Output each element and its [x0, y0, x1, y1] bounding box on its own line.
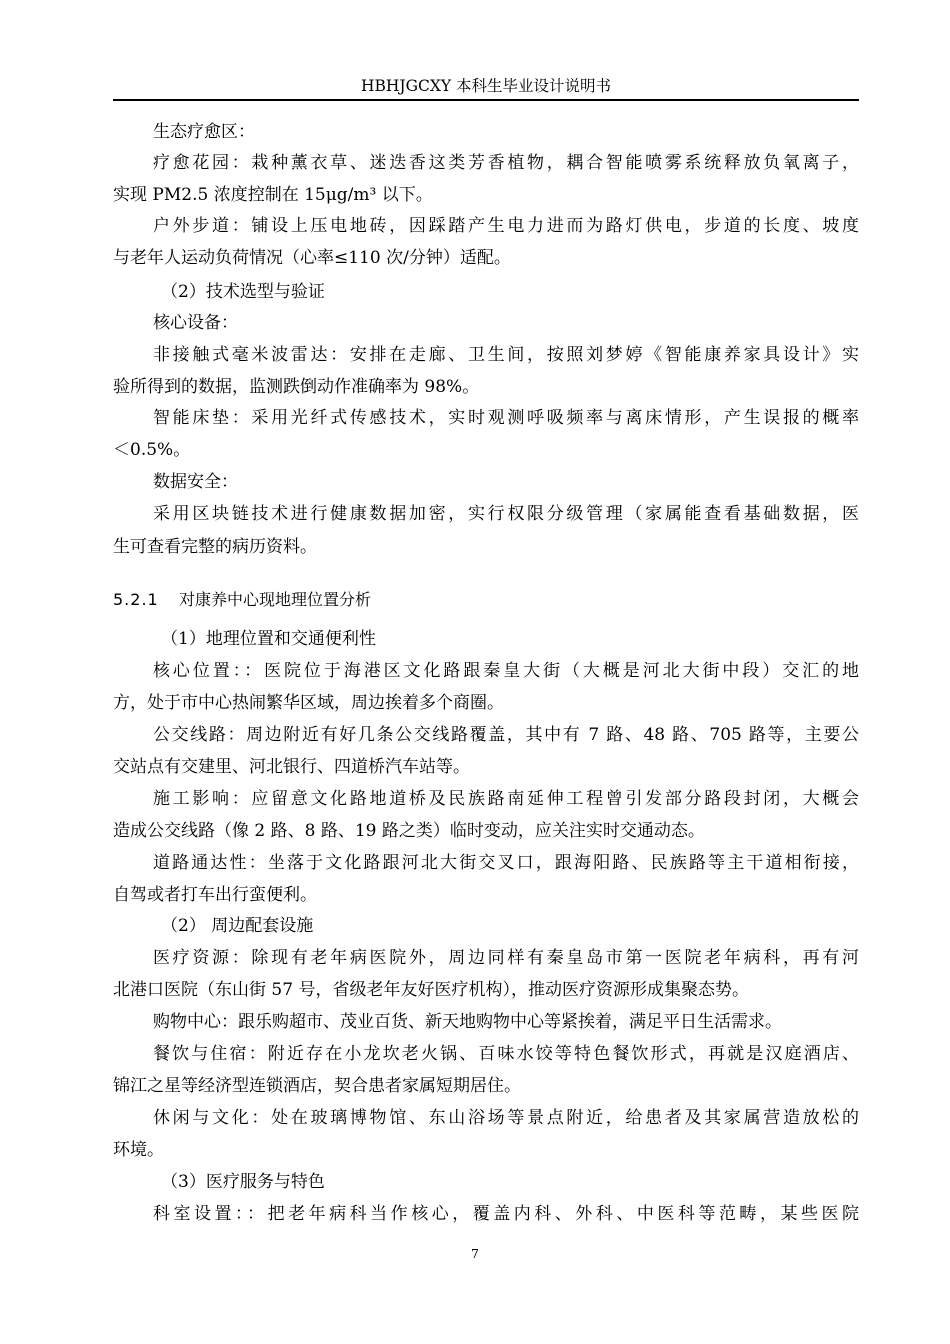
paragraph-line: 户外步道：铺设上压电地砖，因踩踏产生电力进而为路灯供电，步道的长度、坡度	[153, 216, 859, 236]
paragraph-line: 非接触式毫米波雷达：安排在走廊、卫生间，按照刘梦婷《智能康养家具设计》实	[153, 345, 859, 365]
subsection-heading: （2）技术选型与验证	[161, 282, 325, 302]
paragraph-line: 与老年人运动负荷情况（心率≤110 次/分钟）适配。	[113, 248, 511, 268]
paragraph-line: 道路通达性：坐落于文化路跟河北大街交叉口，跟海阳路、民族路等主干道相衔接，	[153, 853, 859, 873]
paragraph-line: 实现 PM2.5 浓度控制在 15μg/m³ 以下。	[113, 185, 433, 205]
paragraph-line: 生可查看完整的病历资料。	[113, 537, 317, 557]
paragraph-line: 方，处于市中心热闹繁华区域，周边挨着多个商圈。	[113, 693, 504, 713]
subsection-heading: （2） 周边配套设施	[161, 916, 314, 936]
paragraph-line: 环境。	[113, 1140, 164, 1160]
page-number: 7	[471, 1246, 479, 1261]
paragraph-line: 餐饮与住宿：附近存在小龙坎老火锅、百味水饺等特色餐饮形式，再就是汉庭酒店、	[153, 1044, 859, 1064]
paragraph-line: 核心设备：	[153, 313, 238, 333]
subsection-heading: （3）医疗服务与特色	[161, 1172, 325, 1192]
paragraph-line: 锦江之星等经济型连锁酒店，契合患者家属短期居住。	[113, 1076, 521, 1096]
paragraph-line: 生态疗愈区：	[153, 122, 255, 142]
header-rule	[113, 99, 859, 101]
paragraph-line: 疗愈花园：栽种薰衣草、迷迭香这类芳香植物，耦合智能喷雾系统释放负氧离子，	[153, 153, 859, 173]
section-title: 对康养中心现地理位置分析	[179, 590, 372, 609]
subsection-heading: （1）地理位置和交通便利性	[161, 629, 376, 649]
paragraph-line: 核心位置：：医院位于海港区文化路跟秦皇大街（大概是河北大街中段）交汇的地	[153, 661, 859, 681]
paragraph-line: 采用区块链技术进行健康数据加密，实行权限分级管理（家属能查看基础数据，医	[153, 504, 859, 524]
paragraph-line: 购物中心：跟乐购超市、茂业百货、新天地购物中心等紧挨着，满足平日生活需求。	[153, 1012, 782, 1032]
section-number: 5.2.1	[113, 590, 159, 609]
paragraph-line: 数据安全：	[153, 472, 238, 492]
paragraph-line: 北港口医院（东山街 57 号，省级老年友好医疗机构），推动医疗资源形成集聚态势。	[113, 980, 749, 1000]
section-heading	[113, 589, 371, 611]
paragraph-line: 验所得到的数据，监测跌倒动作准确率为 98%。	[113, 377, 480, 397]
paragraph-line: 医疗资源：除现有老年病医院外，周边同样有秦皇岛市第一医院老年病科，再有河	[153, 948, 859, 968]
paragraph-line: 休闲与文化：处在玻璃博物馆、东山浴场等景点附近，给患者及其家属营造放松的	[153, 1108, 859, 1128]
paragraph-line: 公交线路：周边附近有好几条公交线路覆盖，其中有 7 路、48 路、705 路等，主要公	[153, 725, 859, 745]
paragraph-line: 施工影响：应留意文化路地道桥及民族路南延伸工程曾引发部分路段封闭，大概会	[153, 789, 859, 809]
paragraph-line: 造成公交线路（像 2 路、8 路、19 路之类）临时变动，应关注实时交通动态。	[113, 821, 705, 841]
paragraph-line: 智能床垫：采用光纤式传感技术，实时观测呼吸频率与离床情形，产生误报的概率	[153, 408, 859, 428]
paragraph-line: 交站点有交建里、河北银行、四道桥汽车站等。	[113, 757, 470, 777]
paragraph-line: 自驾或者打车出行蛮便利。	[113, 885, 317, 905]
page-header-title: HBHJGCXY 本科生毕业设计说明书	[360, 77, 612, 95]
paragraph-line: 科室设置：：把老年病科当作核心，覆盖内科、外科、中医科等范畴，某些医院	[153, 1204, 859, 1224]
paragraph-line: ＜0.5%。	[113, 440, 191, 460]
